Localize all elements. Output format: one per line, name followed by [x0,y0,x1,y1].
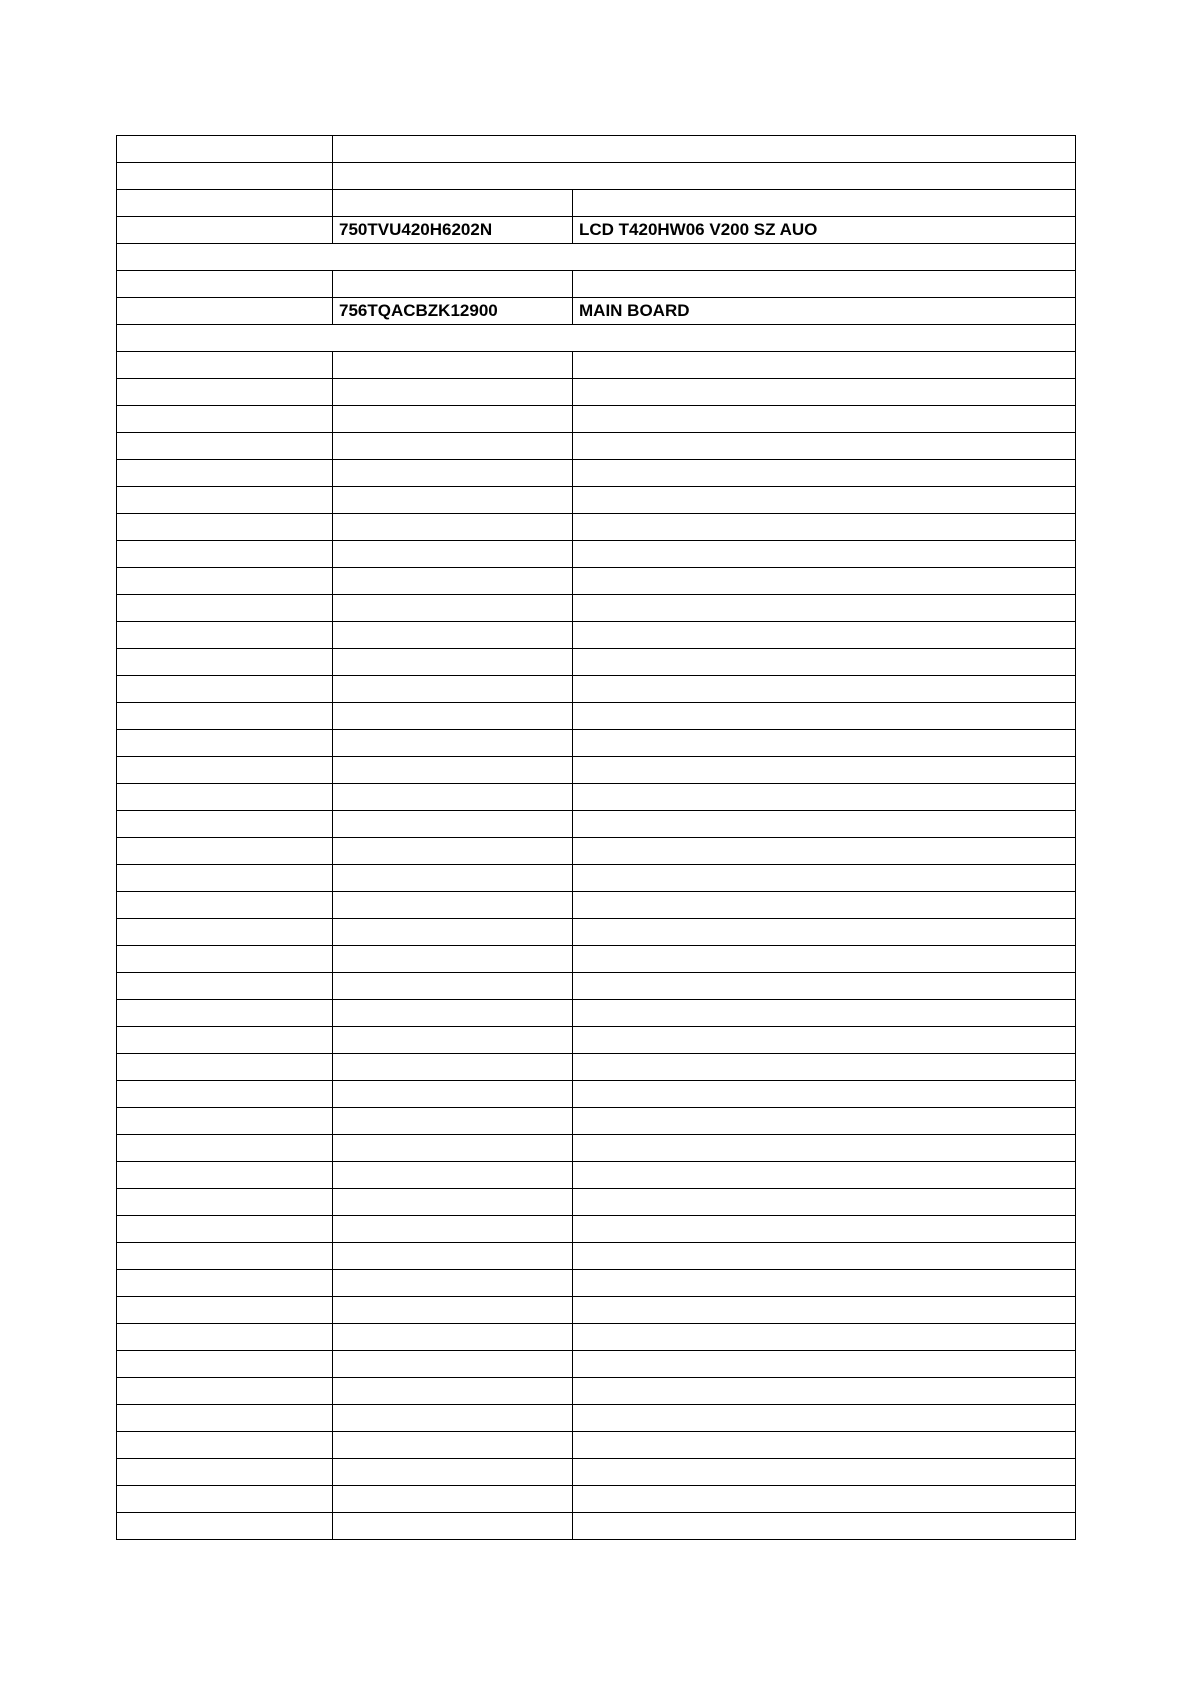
value-cell [333,163,1076,190]
part-number-cell [333,892,573,919]
description-cell [573,190,1076,217]
label-cell [117,190,333,217]
table-row [117,514,1076,541]
description-cell [573,433,1076,460]
table-row [117,325,1076,352]
part-number-cell [333,379,573,406]
label-cell [117,757,333,784]
label-cell [117,1216,333,1243]
table-row [117,892,1076,919]
label-cell [117,649,333,676]
label-cell [117,730,333,757]
label-cell [117,973,333,1000]
table-row [117,1000,1076,1027]
part-number-cell [333,1486,573,1513]
description-cell [573,595,1076,622]
description-cell [573,892,1076,919]
label-cell [117,1513,333,1540]
part-number-cell [333,568,573,595]
description-cell [573,1486,1076,1513]
label-cell [117,217,333,244]
table-row [117,1162,1076,1189]
description-cell [573,1324,1076,1351]
table-row [117,1432,1076,1459]
part-number-cell [333,1000,573,1027]
table-row [117,568,1076,595]
table-row [117,1054,1076,1081]
part-number-cell [333,1270,573,1297]
table-row [117,1135,1076,1162]
label-cell [117,838,333,865]
label-cell [117,1189,333,1216]
part-number-cell [333,811,573,838]
description-cell [573,1081,1076,1108]
label-cell [117,541,333,568]
label-cell [117,1432,333,1459]
description-cell [573,973,1076,1000]
table-row [117,190,1076,217]
description-cell [573,1162,1076,1189]
description-cell [573,271,1076,298]
table-row [117,1216,1076,1243]
part-number-cell [333,514,573,541]
part-number-cell [333,1351,573,1378]
label-cell [117,271,333,298]
label-cell [117,1162,333,1189]
label-cell [117,1108,333,1135]
description-cell [573,1351,1076,1378]
table-row [117,676,1076,703]
table-row [117,649,1076,676]
table-row [117,136,1076,163]
description-cell [573,703,1076,730]
label-cell [117,622,333,649]
part-number-cell [333,406,573,433]
description-cell [573,946,1076,973]
description-cell [573,730,1076,757]
description-cell [573,811,1076,838]
table-row [117,406,1076,433]
part-number-cell [333,1324,573,1351]
table-row [117,1081,1076,1108]
part-number-cell [333,730,573,757]
description-cell [573,784,1076,811]
description-cell [573,838,1076,865]
part-number-cell [333,1243,573,1270]
table-row [117,1513,1076,1540]
table-row [117,1108,1076,1135]
label-cell [117,433,333,460]
parts-table-body [117,136,1076,1540]
part-number-cell [333,271,573,298]
table-row [117,865,1076,892]
label-cell [117,892,333,919]
part-number-cell [333,676,573,703]
table-row [117,622,1076,649]
label-cell [117,406,333,433]
table-row [117,1297,1076,1324]
label-cell [117,676,333,703]
description-cell [573,1405,1076,1432]
part-number-cell [333,541,573,568]
part-number-cell [333,1027,573,1054]
label-cell [117,514,333,541]
part-number-cell [333,622,573,649]
label-cell [117,1000,333,1027]
table-row [117,1486,1076,1513]
part-number-cell [333,1189,573,1216]
label-cell [117,703,333,730]
table-row [117,487,1076,514]
description-cell: LCD T420HW06 V200 SZ AUO [573,217,1076,244]
label-cell [117,1405,333,1432]
description-cell [573,1189,1076,1216]
description-cell [573,460,1076,487]
part-number-cell [333,1432,573,1459]
table-row [117,1378,1076,1405]
description-cell [573,1216,1076,1243]
description-cell [573,1135,1076,1162]
table-row [117,460,1076,487]
description-cell [573,352,1076,379]
description-cell [573,1513,1076,1540]
part-number-cell: 756TQACBZK12900 [333,298,573,325]
label-cell [117,946,333,973]
table-row [117,1351,1076,1378]
part-number-cell [333,757,573,784]
description-cell [573,919,1076,946]
description-cell [573,1243,1076,1270]
part-number-cell [333,973,573,1000]
part-number-cell [333,838,573,865]
label-cell [117,136,333,163]
label-cell [117,919,333,946]
label-cell [117,487,333,514]
description-cell [573,676,1076,703]
part-number-cell [333,1108,573,1135]
table-row [117,541,1076,568]
part-number-cell [333,946,573,973]
description-cell [573,568,1076,595]
section-divider-cell [117,325,1076,352]
description-cell [573,865,1076,892]
description-cell [573,1027,1076,1054]
part-number-cell [333,784,573,811]
part-number-cell [333,1297,573,1324]
table-row [117,1324,1076,1351]
label-cell [117,784,333,811]
table-row [117,379,1076,406]
table-row [117,163,1076,190]
description-cell [573,622,1076,649]
description-cell [573,757,1076,784]
table-row [117,1189,1076,1216]
part-number-cell [333,1459,573,1486]
part-number-cell [333,190,573,217]
description-cell [573,1432,1076,1459]
part-number-cell [333,1162,573,1189]
part-number-cell [333,1513,573,1540]
label-cell [117,811,333,838]
label-cell [117,298,333,325]
table-row [117,784,1076,811]
table-row [117,703,1076,730]
label-cell [117,1027,333,1054]
part-number-cell [333,433,573,460]
part-number-cell [333,1378,573,1405]
value-cell [333,136,1076,163]
label-cell [117,1243,333,1270]
label-cell [117,1297,333,1324]
part-number-cell [333,649,573,676]
table-row [117,1405,1076,1432]
part-number-cell [333,1405,573,1432]
label-cell [117,568,333,595]
section-divider-cell [117,244,1076,271]
label-cell [117,379,333,406]
part-number-cell [333,865,573,892]
description-cell [573,1054,1076,1081]
description-cell [573,649,1076,676]
table-row [117,1027,1076,1054]
table-row [117,352,1076,379]
label-cell [117,1270,333,1297]
table-row [117,433,1076,460]
parts-table [116,135,1076,1540]
label-cell [117,595,333,622]
label-cell [117,1081,333,1108]
label-cell [117,1378,333,1405]
description-cell [573,379,1076,406]
description-cell [573,1297,1076,1324]
description-cell [573,1459,1076,1486]
table-row [117,217,1076,244]
label-cell [117,1351,333,1378]
description-cell [573,406,1076,433]
description-cell [573,1270,1076,1297]
part-number-cell [333,1135,573,1162]
table-row [117,730,1076,757]
table-row [117,271,1076,298]
label-cell [117,460,333,487]
label-cell [117,352,333,379]
label-cell [117,1054,333,1081]
part-number-cell [333,352,573,379]
table-row [117,1243,1076,1270]
description-cell: MAIN BOARD [573,298,1076,325]
label-cell [117,1486,333,1513]
part-number-cell [333,487,573,514]
part-number-cell [333,595,573,622]
part-number-cell [333,1081,573,1108]
table-row [117,757,1076,784]
description-cell [573,1108,1076,1135]
table-row [117,298,1076,325]
table-row [117,919,1076,946]
table-row [117,244,1076,271]
part-number-cell: 750TVU420H6202N [333,217,573,244]
table-row [117,838,1076,865]
label-cell [117,163,333,190]
label-cell [117,1324,333,1351]
label-cell [117,1459,333,1486]
part-number-cell [333,1054,573,1081]
label-cell [117,1135,333,1162]
part-number-cell [333,1216,573,1243]
table-row [117,1459,1076,1486]
description-cell [573,514,1076,541]
table-row [117,1270,1076,1297]
table-row [117,595,1076,622]
table-row [117,811,1076,838]
description-cell [573,487,1076,514]
part-number-cell [333,460,573,487]
description-cell [573,541,1076,568]
part-number-cell [333,919,573,946]
description-cell [573,1378,1076,1405]
description-cell [573,1000,1076,1027]
label-cell [117,865,333,892]
table-row [117,973,1076,1000]
table-row [117,946,1076,973]
part-number-cell [333,703,573,730]
